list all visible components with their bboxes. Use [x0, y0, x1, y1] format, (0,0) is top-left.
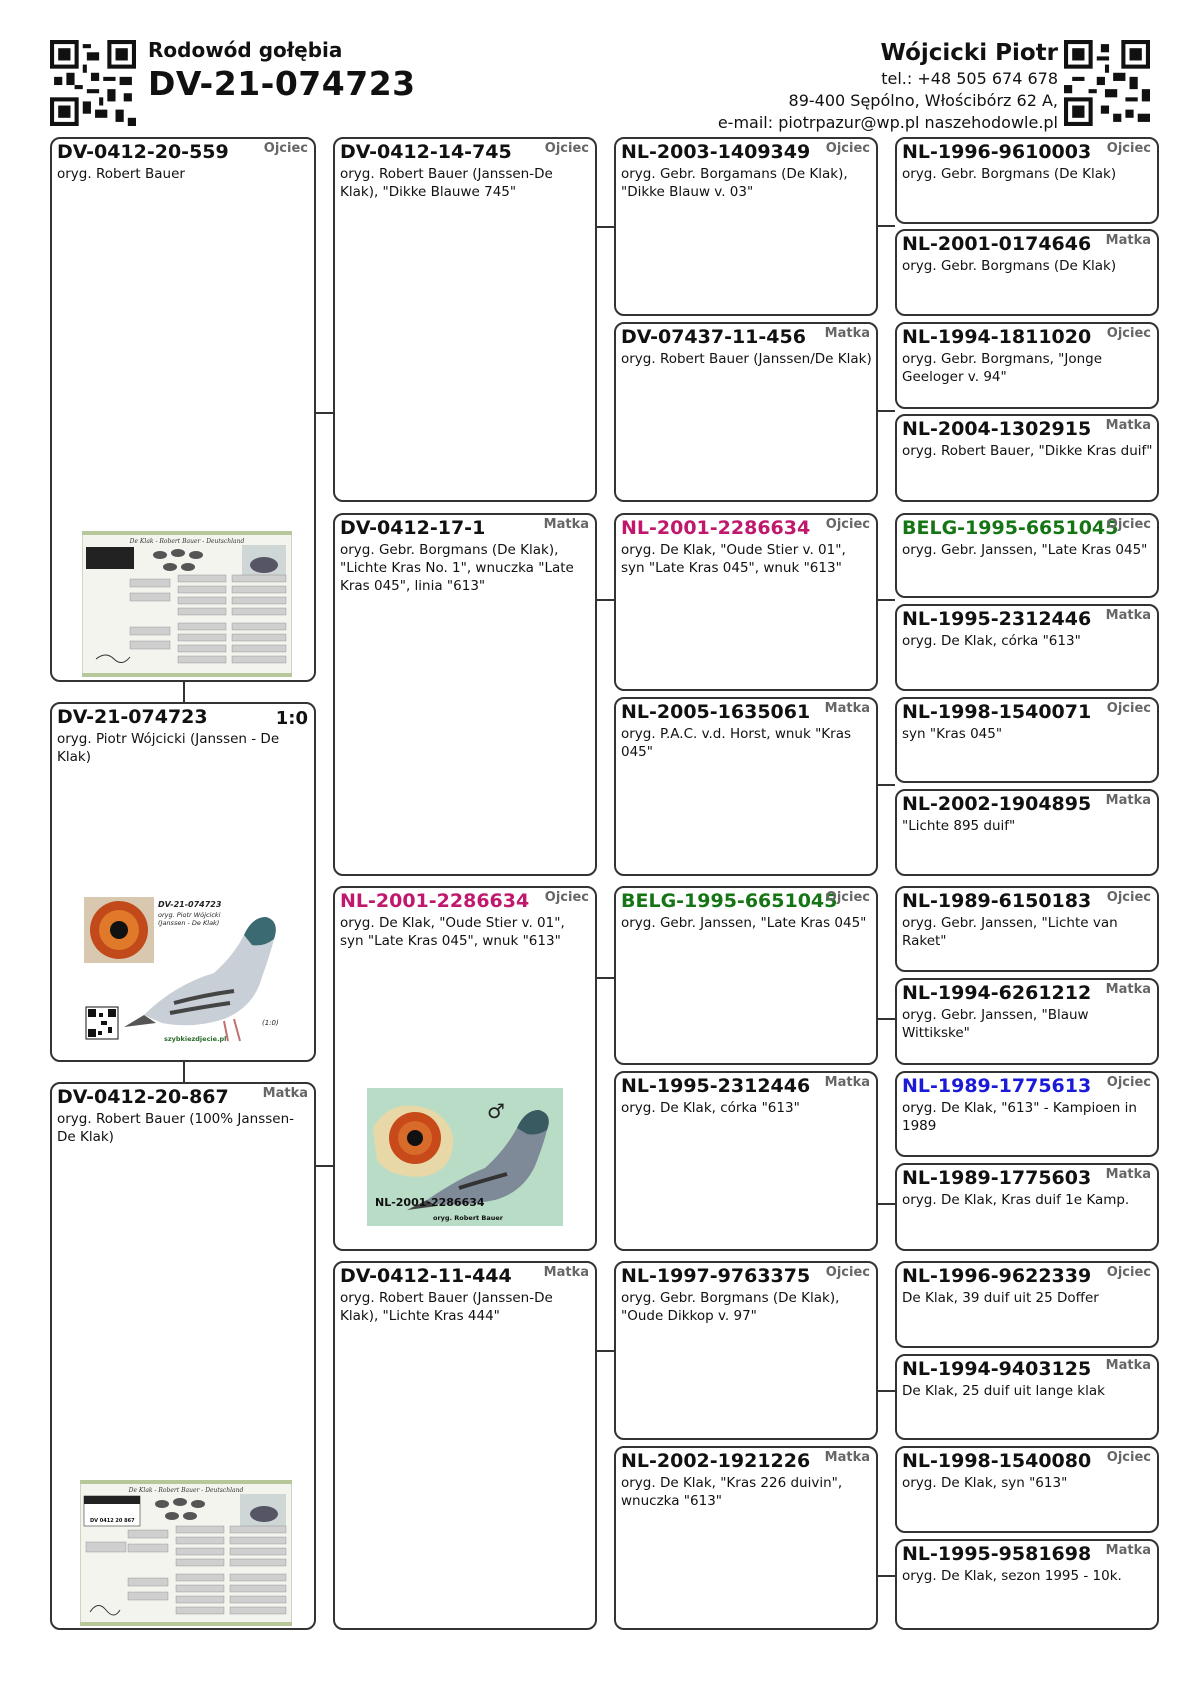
pigeon-card-gen4[interactable]: [895, 1261, 1159, 1348]
page-subtitle: Rodowód gołębia: [148, 38, 343, 62]
pigeon-card-mother[interactable]: [50, 1082, 316, 1630]
connector: [878, 784, 895, 786]
ring-number: NL-2001-2286634: [621, 517, 811, 539]
pigeon-photo: [84, 895, 289, 1050]
connector: [878, 1203, 895, 1205]
ring-number: NL-1998-1540071: [902, 701, 1092, 723]
pigeon-description: oryg. De Klak, Kras duif 1e Kamp.: [902, 1192, 1130, 1208]
pigeon-description: oryg. Robert Bauer (100% Janssen-De Klak): [57, 1111, 294, 1145]
pigeon-card-gen4[interactable]: [895, 1446, 1159, 1533]
sex-label: Ojciec: [825, 890, 870, 905]
pigeon-description: oryg. P.A.C. v.d. Horst, wnuk "Kras 045": [621, 726, 852, 760]
sex-label: Matka: [543, 1265, 589, 1280]
pigeon-card-gen4[interactable]: [895, 789, 1159, 876]
pigeon-description: oryg. Gebr. Janssen, "Blauw Wittikske": [902, 1007, 1089, 1041]
ring-number: DV-07437-11-456: [621, 326, 806, 348]
pigeon-description: De Klak, 25 duif uit lange klak: [902, 1383, 1105, 1399]
svg-text:szybkiezdjecie.pl: szybkiezdjecie.pl: [164, 1035, 227, 1043]
pigeon-card-gen4[interactable]: [895, 1539, 1159, 1630]
ring-number: NL-2002-1921226: [621, 1450, 811, 1472]
sex-label: Matka: [1105, 1167, 1151, 1182]
sex-label: Matka: [1105, 418, 1151, 433]
connector: [878, 599, 895, 601]
ring-number: NL-1994-1811020: [902, 326, 1092, 348]
pigeon-description: oryg. Gebr. Borgmans (De Klak), "Lichte Kras No. 1", wnuczka "Late Kras 045", linia "613": [340, 542, 574, 594]
pigeon-description: oryg. Gebr. Borgmans, "Jonge Geeloger v. 94": [902, 351, 1103, 385]
pigeon-description: oryg. Piotr Wójcicki (Janssen - De Klak): [57, 731, 280, 765]
owner-phone: tel.: +48 505 674 678: [881, 69, 1058, 88]
connector: [878, 1018, 895, 1020]
sex-label: Matka: [1105, 233, 1151, 248]
sex-label: Ojciec: [1106, 141, 1151, 156]
qr-code-left: [50, 40, 136, 126]
svg-text:♂: ♂: [487, 1099, 505, 1123]
sex-label: Ojciec: [1106, 1075, 1151, 1090]
pigeon-description: oryg. De Klak, "Oude Stier v. 01", syn "Late Kras 045", wnuk "613": [340, 915, 565, 949]
connector: [878, 410, 895, 412]
svg-text:oryg. Piotr Wójcicki: oryg. Piotr Wójcicki: [158, 911, 221, 919]
pigeon-description: oryg. De Klak, córka "613": [902, 633, 1081, 649]
pigeon-card-gen4[interactable]: [895, 1354, 1159, 1440]
pigeon-card-gen3[interactable]: [614, 1446, 878, 1630]
sex-label: Ojciec: [1106, 517, 1151, 532]
ring-number: NL-2001-0174646: [902, 233, 1092, 255]
pigeon-card-gen2[interactable]: [333, 513, 597, 876]
sex-label: Ojciec: [544, 890, 589, 905]
pedigree-document-image: [82, 531, 292, 677]
sex-label: Matka: [824, 326, 870, 341]
pigeon-card-self[interactable]: [50, 702, 316, 1062]
pigeon-card-gen2[interactable]: [333, 1261, 597, 1630]
pedigree-document-image: [80, 1480, 292, 1626]
ring-number: DV-0412-17-1: [340, 517, 486, 539]
ring-number: NL-1994-9403125: [902, 1358, 1092, 1380]
sex-label: Matka: [1105, 608, 1151, 623]
pigeon-card-gen4[interactable]: [895, 978, 1159, 1065]
pigeon-card-gen3[interactable]: [614, 1261, 878, 1440]
pigeon-card-gen4[interactable]: [895, 414, 1159, 502]
sex-label: Ojciec: [825, 1265, 870, 1280]
sex-label: Ojciec: [1106, 1450, 1151, 1465]
sex-label: Ojciec: [1106, 326, 1151, 341]
page-title-ring: DV-21-074723: [148, 64, 416, 103]
ring-number: DV-0412-20-559: [57, 141, 229, 163]
svg-text:oryg. Robert Bauer: oryg. Robert Bauer: [433, 1214, 503, 1222]
connector: [878, 1390, 895, 1392]
connector: [597, 599, 614, 601]
pigeon-card-gen4[interactable]: [895, 513, 1159, 598]
ring-number: NL-1995-2312446: [902, 608, 1092, 630]
connector: [316, 412, 333, 414]
sex-label: Matka: [1105, 1543, 1151, 1558]
svg-text:DV-21-074723: DV-21-074723: [158, 900, 222, 909]
sex-label: Ojciec: [1106, 701, 1151, 716]
sex-label: 1:0: [275, 708, 308, 729]
pigeon-description: oryg. Gebr. Janssen, "Late Kras 045": [621, 915, 867, 931]
pigeon-card-gen3[interactable]: [614, 322, 878, 502]
ring-number: NL-1995-9581698: [902, 1543, 1092, 1565]
ring-number: DV-0412-11-444: [340, 1265, 512, 1287]
svg-text:DV 0412 20 867: DV 0412 20 867: [90, 1518, 135, 1524]
connector: [597, 226, 614, 228]
ring-number: NL-1998-1540080: [902, 1450, 1092, 1472]
sex-label: Ojciec: [1106, 890, 1151, 905]
svg-text:(Janssen - De Klak): (Janssen - De Klak): [158, 919, 220, 927]
pigeon-card-gen4[interactable]: [895, 137, 1159, 224]
sex-label: Matka: [824, 1450, 870, 1465]
owner-address: 89-400 Sępólno, Włościbórz 62 A,: [788, 91, 1058, 110]
ring-number: DV-0412-20-867: [57, 1086, 229, 1108]
pigeon-card-gen4[interactable]: [895, 322, 1159, 409]
ring-number: NL-2002-1904895: [902, 793, 1092, 815]
pigeon-card-gen2[interactable]: [333, 886, 597, 1251]
ring-number: NL-2005-1635061: [621, 701, 811, 723]
pigeon-description: oryg. De Klak, syn "613": [902, 1475, 1068, 1491]
pigeon-description: oryg. De Klak, "Oude Stier v. 01", syn "Late Kras 045", wnuk "613": [621, 542, 846, 576]
sex-label: Matka: [824, 701, 870, 716]
sex-label: Matka: [1105, 793, 1151, 808]
ring-number: DV-21-074723: [57, 706, 208, 728]
pigeon-description: oryg. De Klak, "Kras 226 duivin", wnuczka "613": [621, 1475, 843, 1509]
connector: [597, 977, 614, 979]
sex-label: Ojciec: [544, 141, 589, 156]
pigeon-description: syn "Kras 045": [902, 726, 1003, 742]
ring-number: NL-2004-1302915: [902, 418, 1092, 440]
svg-text:(1:0): (1:0): [262, 1019, 279, 1027]
owner-name: Wójcicki Piotr: [880, 40, 1058, 66]
pigeon-description: oryg. Gebr. Janssen, "Late Kras 045": [902, 542, 1148, 558]
pigeon-card-gen3[interactable]: [614, 886, 878, 1065]
sex-label: Matka: [1105, 982, 1151, 997]
pigeon-description: oryg. Gebr. Borgamans (De Klak), "Dikke Blauw v. 03": [621, 166, 848, 200]
ring-number: NL-2003-1409349: [621, 141, 811, 163]
ring-number: NL-1989-1775603: [902, 1167, 1092, 1189]
ring-number: NL-1994-6261212: [902, 982, 1092, 1004]
ring-number: NL-1989-1775613: [902, 1075, 1092, 1097]
pigeon-card-gen3[interactable]: [614, 513, 878, 691]
pigeon-card-gen4[interactable]: [895, 1071, 1159, 1157]
connector: [316, 1165, 333, 1167]
pigeon-card-gen3[interactable]: [614, 697, 878, 876]
pigeon-card-father[interactable]: [50, 137, 316, 682]
sex-label: Matka: [543, 517, 589, 532]
svg-text:De Klak - Robert Bauer - Deuts: De Klak - Robert Bauer - Deutschland: [129, 538, 245, 545]
owner-email: e-mail: piotrpazur@wp.pl naszehodowle.pl: [717, 113, 1058, 132]
svg-text:De Klak - Robert Bauer - Deuts: De Klak - Robert Bauer - Deutschland: [128, 1487, 244, 1494]
connector: [597, 1350, 614, 1352]
sex-label: Matka: [824, 1075, 870, 1090]
pigeon-description: De Klak, 39 duif uit 25 Doffer: [902, 1290, 1099, 1306]
pigeon-description: oryg. Gebr. Borgmans (De Klak), "Oude Dikkop v. 97": [621, 1290, 840, 1324]
pigeon-description: oryg. Robert Bauer, "Dikke Kras duif": [902, 443, 1153, 459]
pigeon-card-gen4[interactable]: [895, 886, 1159, 972]
pigeon-description: oryg. De Klak, córka "613": [621, 1100, 800, 1116]
ring-number: NL-1997-9763375: [621, 1265, 811, 1287]
connector: [878, 1575, 895, 1577]
pigeon-card-gen4[interactable]: [895, 697, 1159, 783]
connector: [183, 1062, 185, 1082]
pigeon-description: oryg. Gebr. Janssen, "Lichte van Raket": [902, 915, 1118, 949]
pigeon-description: oryg. Robert Bauer (Janssen/De Klak): [621, 351, 872, 367]
pigeon-description: oryg. Robert Bauer (Janssen-De Klak), "Dikke Blauwe 745": [340, 166, 553, 200]
pigeon-card-gen3[interactable]: [614, 1071, 878, 1251]
ring-number: DV-0412-14-745: [340, 141, 512, 163]
sex-label: Matka: [262, 1086, 308, 1101]
ring-number: BELG-1995-6651045: [621, 890, 838, 912]
qr-code-right: [1064, 40, 1150, 126]
svg-text:NL-2001-2286634: NL-2001-2286634: [375, 1196, 485, 1209]
pigeon-description: oryg. De Klak, "613" - Kampioen in 1989: [902, 1100, 1137, 1134]
ring-number: NL-1995-2312446: [621, 1075, 811, 1097]
pigeon-card-gen4[interactable]: [895, 229, 1159, 316]
sex-label: Ojciec: [263, 141, 308, 156]
pigeon-photo: [367, 1088, 563, 1226]
pigeon-description: oryg. Robert Bauer: [57, 166, 185, 182]
connector: [878, 225, 895, 227]
pigeon-description: oryg. De Klak, sezon 1995 - 10k.: [902, 1568, 1122, 1584]
ring-number: NL-2001-2286634: [340, 890, 530, 912]
sex-label: Ojciec: [1106, 1265, 1151, 1280]
sex-label: Matka: [1105, 1358, 1151, 1373]
ring-number: NL-1996-9610003: [902, 141, 1092, 163]
pigeon-description: oryg. Gebr. Borgmans (De Klak): [902, 166, 1117, 182]
owner-info: [718, 38, 1058, 134]
sex-label: Ojciec: [825, 141, 870, 156]
pigeon-description: "Lichte 895 duif": [902, 818, 1016, 834]
pigeon-card-gen3[interactable]: [614, 137, 878, 316]
ring-number: BELG-1995-6651045: [902, 517, 1119, 539]
pigeon-card-gen2[interactable]: [333, 137, 597, 502]
ring-number: NL-1996-9622339: [902, 1265, 1092, 1287]
ring-number: NL-1989-6150183: [902, 890, 1092, 912]
sex-label: Ojciec: [825, 517, 870, 532]
pigeon-description: oryg. Robert Bauer (Janssen-De Klak), "Lichte Kras 444": [340, 1290, 553, 1324]
pigeon-card-gen4[interactable]: [895, 1163, 1159, 1251]
pigeon-description: oryg. Gebr. Borgmans (De Klak): [902, 258, 1117, 274]
pigeon-card-gen4[interactable]: [895, 604, 1159, 691]
connector: [183, 682, 185, 702]
